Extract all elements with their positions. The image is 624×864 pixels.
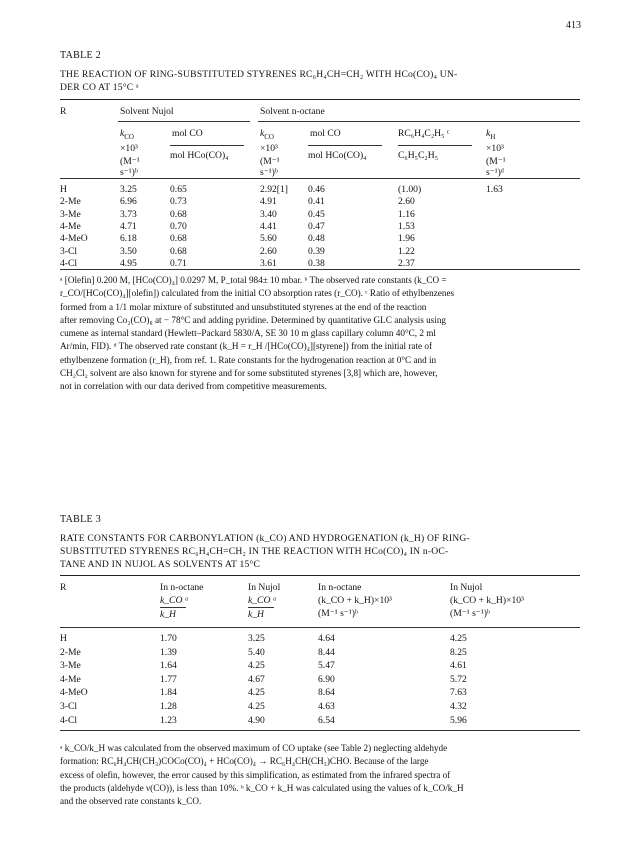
table2-cell-kco_n: 4.71 (120, 220, 137, 232)
table3-cell-c: 6.90 (318, 673, 335, 685)
table3-cell-d: 5.96 (450, 714, 467, 726)
table3-bottom-rule (60, 730, 580, 731)
table3-cell-c: 4.64 (318, 633, 335, 644)
table3-cell-r: 3-Me (60, 660, 81, 672)
table2-cell-kco_n: 6.96 (120, 196, 137, 208)
table3-cell-c: 4.63 (318, 701, 335, 712)
table2.footnote-line: formed from a 1/1 molar mixture of substituted and unsubstituted styrenes at the end of the reaction (60, 301, 427, 312)
table3-top-rule (60, 575, 580, 576)
table3-cell-a: 1.70 (160, 633, 177, 644)
table2.footnote-line: cumene as internal standard (Hewlett–Packard 5830/A, SE 30 10 m glass capillary column 40°C, 2 ml (60, 328, 436, 339)
table3-cell-r: 4-MeO (60, 687, 88, 699)
table2-cell-kco_n: 3.50 (120, 245, 137, 257)
table2-header-nujol: Solvent Nujol (120, 106, 174, 117)
table2-cell-kco_n: 4.95 (120, 257, 137, 269)
table2-title (60, 68, 580, 94)
table3-cell-a: 1.77 (160, 673, 177, 685)
table2-cell-ratio: 1.16 (398, 208, 415, 220)
table3-cell-r: 2-Me (60, 646, 81, 658)
table2-cell-r: 4-Me (60, 220, 81, 232)
table2-cell-mol_o: 0.48 (308, 233, 325, 245)
table2-bottom-rule (60, 269, 580, 270)
table3-cell-d: 4.61 (450, 660, 467, 672)
table2-header-rule (60, 178, 580, 179)
table2-cell-kco_n: 6.18 (120, 233, 137, 245)
table3.footnote-line: excess of olefin, however, the error caused by this simplification, as estimated from the infrared spectra of (60, 769, 451, 780)
table2.footnote-line: Ar/min, FID). ᵈ The observed rate constant (k_H = r_H /[HCo(CO)₄][styrene]) from the initial rate of (60, 341, 433, 352)
table2-title-line1: THE REACTION OF RING-SUBSTITUTED STYRENES RC₆H₄CH=CH₂ WITH HCo(CO)₄ UN- (60, 69, 458, 80)
table2.footnote-line: r_CO/[HCo(CO)₄][olefin]) calculated from the initial CO absorption rates (r_CO). ᶜ Ratio of ethylbenzenes (60, 288, 455, 299)
table2-cell-kco_n: 3.73 (120, 208, 137, 220)
table2.footnote-line: CH₂Cl₂ solvent are also known for styrene and for some substituted styrenes [3,8] which are, however, (60, 368, 438, 379)
table2-cell-ratio: 1.53 (398, 220, 415, 232)
table2-header-octane: Solvent n-octane (260, 106, 325, 117)
table2-h-kh: $k_H$ ×10³ (M⁻¹ s⁻¹)ᵈ (486, 128, 506, 178)
table3-cell-r: 3-Cl (60, 701, 78, 712)
table3-header-rule (60, 627, 580, 628)
table2-cell-kco_o: 3.61 (260, 257, 277, 269)
table2-cell-r: 3-Me (60, 208, 81, 220)
table2-cell-r: 4-Cl (60, 257, 78, 269)
table3-cell-r: H (60, 633, 67, 644)
table3-title-line3: TANE AND IN NUJOL AS SOLVENTS AT 15°C (60, 559, 261, 570)
table2-cell-r: 3-Cl (60, 245, 78, 257)
table2.footnote-line: not in correlation with our data derived from competitive measurements. (60, 381, 327, 392)
table2-cell-kco_o: 5.60 (260, 233, 277, 245)
table2-h-kco-nujol: $k_{CO}$ ×10³ (M⁻¹ s⁻¹)ᵇ (120, 128, 140, 178)
table3-title-line2: SUBSTITUTED STYRENES RC₆H₄CH=CH₂ IN THE REACTION WITH HCo(CO)₄ IN n-OC- (60, 546, 449, 557)
table2-cell-kco_o: 2.92[1] (260, 184, 288, 195)
table2-cell-r: H (60, 184, 67, 195)
table3-title-line1: RATE CONSTANTS FOR CARBONYLATION (k_CO) AND HYDROGENATION (k_H) OF RING- (60, 533, 470, 544)
table3-header-r: R (60, 582, 67, 593)
table2-cell-mol_o: 0.47 (308, 220, 325, 232)
table3-cell-d: 8.25 (450, 646, 467, 658)
table3-cell-d: 4.32 (450, 701, 467, 712)
table2-h-molratio-octane: mol CO mol HCo(CO)₄ (308, 128, 388, 161)
table3-cell-b: 3.25 (248, 633, 265, 644)
table2-title-line2: DER CO AT 15°C ᵃ (60, 82, 139, 93)
table2-cell-mol_o: 0.38 (308, 257, 325, 269)
table2.footnote-line: ᵃ [Olefin] 0.200 M, [HCo(CO)₄] 0.0297 M, P_total 984± 10 mbar. ᵇ The observed rate constants (k_CO = (60, 275, 447, 285)
table2-cell-kh: 1.63 (486, 184, 503, 195)
table2-footnote (60, 274, 580, 394)
table3-cell-d: 7.63 (450, 687, 467, 699)
table3.footnote-line: formation: RC₆H₄CH(CH₃)COCo(CO)₄ + HCo(CO)₄ → RC₆H₄CH(CH₃)CHO. Because of the large (60, 756, 429, 767)
table2-cell-kco_o: 4.91 (260, 196, 277, 208)
table2-cell-mol_n: 0.68 (170, 245, 187, 257)
table3-cell-c: 5.47 (318, 660, 335, 672)
table3-cell-b: 5.40 (248, 646, 265, 658)
table3-cell-b: 4.25 (248, 687, 265, 699)
table2-cell-mol_n: 0.71 (170, 257, 187, 269)
table2-cell-mol_o: 0.46 (308, 184, 325, 195)
table3-cell-a: 1.23 (160, 714, 177, 726)
page-number: 413 (566, 20, 581, 31)
table2.footnote-line: ethylbenzene formation (r_H), from ref. 1. Rate constants for the hydrogenation reaction at 0°C and in (60, 354, 437, 365)
table2-cell-mol_n: 0.73 (170, 196, 187, 208)
table2-cell-r: 2-Me (60, 196, 81, 208)
table2-nujol-rule (118, 121, 250, 122)
table2-cell-mol_o: 0.45 (308, 208, 325, 220)
table3.footnote-line: ᵃ k_CO/k_H was calculated from the observed maximum of CO uptake (see Table 2) neglecting aldehyde (60, 743, 448, 753)
table2.footnote-line: after removing Co₂(CO)₈ at − 78°C and adding pyridine. Determined by quantitative GLC analysis using (60, 314, 447, 325)
table2-cell-mol_n: 0.68 (170, 233, 187, 245)
table2-header-r: R (60, 106, 67, 117)
table3-cell-r: 4-Me (60, 673, 81, 685)
table2-cell-kco_o: 2.60 (260, 245, 277, 257)
table2-cell-ratio: 2.60 (398, 196, 415, 208)
table3-cell-c: 6.54 (318, 714, 335, 726)
table3-cell-a: 1.28 (160, 701, 177, 712)
table3-cell-b: 4.90 (248, 714, 265, 726)
table2-cell-mol_n: 0.70 (170, 220, 187, 232)
table2-cell-ratio: (1.00) (398, 184, 422, 195)
table3-h-col4: In Nujol (k_CO + k_H)×10³ (M⁻¹ s⁻¹)ᵇ (450, 582, 524, 619)
table3-h-col1: In n-octane k_CO ᵃ k_H (160, 582, 204, 620)
table2-cell-ratio: 1.96 (398, 233, 415, 245)
table3-cell-d: 5.72 (450, 673, 467, 685)
table2-label: TABLE 2 (60, 50, 102, 61)
table2-cell-kco_o: 3.40 (260, 208, 277, 220)
table3-h-col3: In n-octane (k_CO + k_H)×10³ (M⁻¹ s⁻¹)ᵇ (318, 582, 392, 619)
table3-h-col2: In Nujol k_CO ᵃ k_H (248, 582, 281, 620)
table2-cell-ratio: 2.37 (398, 257, 415, 269)
table2-cell-kco_n: 3.25 (120, 184, 137, 195)
table3-cell-r: 4-Cl (60, 714, 78, 726)
table2-cell-ratio: 1.22 (398, 245, 415, 257)
table3.footnote-line: and the observed rate constants k_CO. (60, 796, 202, 807)
table3-label: TABLE 3 (60, 514, 102, 525)
table2-cell-mol_o: 0.39 (308, 245, 325, 257)
table3-cell-a: 1.84 (160, 687, 177, 699)
table2-cell-mol_n: 0.65 (170, 184, 187, 195)
table2-h-molratio-nujol: mol CO mol HCo(CO)₄ (170, 128, 248, 161)
table2-h-kco-octane: $k_{CO}$ ×10³ (M⁻¹ s⁻¹)ᵇ (260, 128, 280, 178)
table3-cell-a: 1.39 (160, 646, 177, 658)
table2-h-ratio: RC₆H₄C₂H₅ ᶜ C₆H₅C₂H₅ (398, 128, 478, 161)
table2-octane-rule (258, 121, 580, 122)
table2-cell-mol_o: 0.41 (308, 196, 325, 208)
table2-top-rule (60, 99, 580, 100)
table3-cell-b: 4.67 (248, 673, 265, 685)
table3-cell-a: 1.64 (160, 660, 177, 672)
table2-cell-mol_n: 0.68 (170, 208, 187, 220)
table3-title (60, 532, 580, 571)
table2-cell-kco_o: 4.41 (260, 220, 277, 232)
table2-cell-r: 4-MeO (60, 233, 88, 245)
table3-cell-b: 4.25 (248, 660, 265, 672)
table3-footnote (60, 742, 580, 808)
table3-cell-d: 4.25 (450, 633, 467, 644)
table3-cell-b: 4.25 (248, 701, 265, 712)
table3.footnote-line: the products (aldehyde ν(CO)), is less than 10%. ᵇ k_CO + k_H was calculated using the values of k_CO/k_H (60, 782, 464, 793)
table3-cell-c: 8.64 (318, 687, 335, 699)
table3-cell-c: 8.44 (318, 646, 335, 658)
